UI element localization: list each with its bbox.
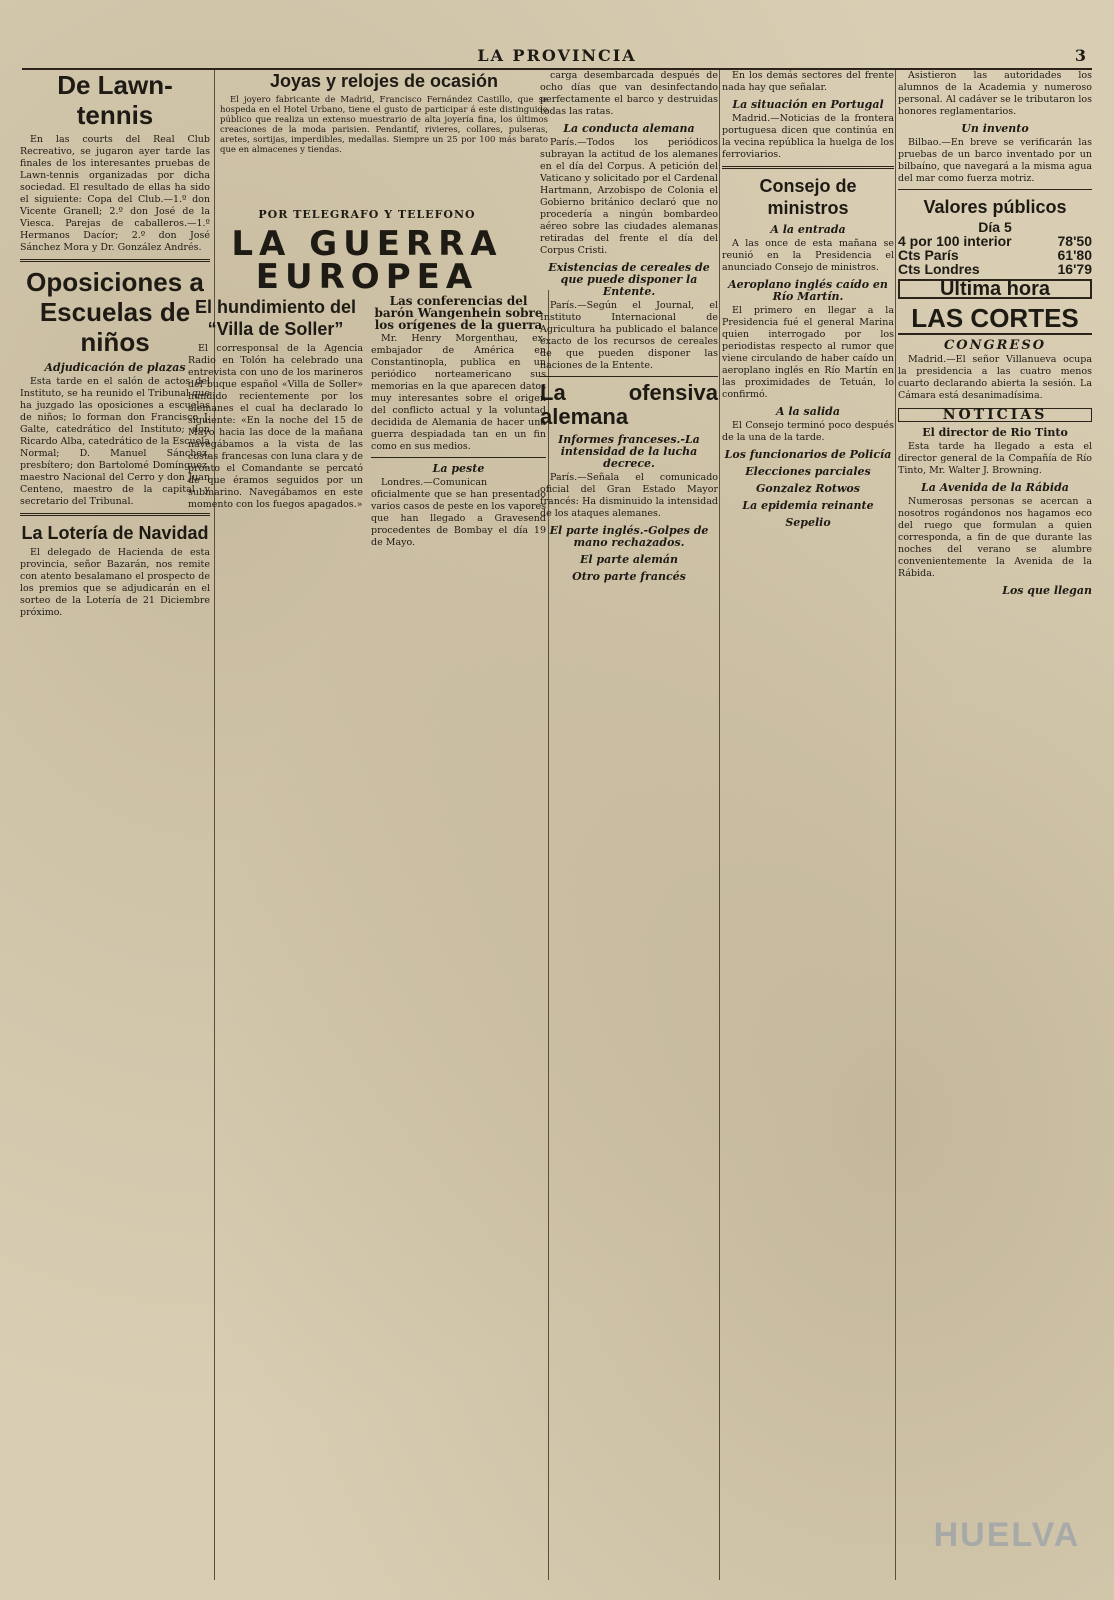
column-1 xyxy=(20,70,210,1580)
masthead xyxy=(22,46,1092,70)
divider xyxy=(898,189,1092,190)
valores-label: Cts Londres xyxy=(898,261,980,277)
oposiciones-text: Esta tarde en el salón de actos del Instituto, se ha reunido el Tribunal que ha juzgado las oposiciones a escuelas de niños; lo forman don Francisco J. Galte, catedrático del Instituto; don Ricardo Alba, catedrático de la Escuela Normal; D. Manuel Sánchez, presbítero; don Bartolomé Domínguez, maestro Nacional del Cerro y don Juan Centeno, maestro de la capital y secretario del Tribunal. xyxy=(20,376,210,507)
ofensiva-subheading: Informes franceses.-La intensidad de la lucha decrece. xyxy=(558,433,700,470)
soller-text: El corresponsal de la Agencia Radio en Tolón ha celebrado una entrevista con uno de los marineros del buque español «Villa de Soller» hundido recientemente por los alemanes el cual ha declarado lo siguiente: «En la noche del 15 de Mayo hacia las doce de la mañana navegábamos a la vista de las costas francesas con luna clara y de pronto el Comandante se percató de que éramos seguidos por un submarino. Navegábamos en este momento con los fuegos apagados.» xyxy=(188,343,363,510)
col4-top-text: En los demás sectores del frente nada hay que señalar. xyxy=(722,70,894,93)
portugal-text: Madrid.—Noticias de la frontera portuguesa dicen que continúa en la vecina república la huelga de los ferroviarios. xyxy=(722,113,894,160)
oposiciones-headline: Oposiciones a Escuelas de niños xyxy=(26,267,204,357)
conducta-text: París.—Todos los periódicos subrayan la actitud de los alemanes en el día del Corpus. A petición del Vaticano y solicitado por el Cardenal Hartmann, Arzobispo de Colonia el Gobierno británico declaró que no procedería a ningún bombardeo aéreo sobre las ciudades alemanas retiradas del frente el día del Corpus Cristi. xyxy=(540,137,718,256)
column-5 xyxy=(898,70,1092,1580)
column-4 xyxy=(722,70,894,1580)
salida-text: El Consejo terminó poco después de la una de la tarde. xyxy=(722,420,894,443)
aeroplano-subheading: Aeroplano inglés caído en Río Martín. xyxy=(728,278,888,303)
divider xyxy=(540,376,718,377)
rotwos-subheading: Gonzalez Rotwos xyxy=(756,482,860,495)
rio-tinto-text: Esta tarde ha llegado a esta el director general de la Compañía de Río Tinto, Mr. Walter J. Browning. xyxy=(898,441,1092,476)
column-rule xyxy=(719,70,720,1580)
page-number: 3 xyxy=(1074,46,1086,65)
valores-table xyxy=(898,221,1092,275)
invento-subheading: Un invento xyxy=(961,122,1029,135)
aeroplano-text: El primero en llegar a la Presidencia fué el general Marina quien interrogado por los periodistas respecto al rumor que viene circulando de haber caído un aeroplano inglés en Río Martín en las proximidades de Tetuán, lo confirmó. xyxy=(722,305,894,400)
cereales-text: París.—Según el Journal, el Instituto Internacional de Agricultura ha publicado el balance exacto de los recursos de cereales de que pueden disponer las naciones de la Entente. xyxy=(540,300,718,371)
column-3 xyxy=(540,70,718,1580)
column-2 xyxy=(188,290,546,1580)
newspaper-name: LA PROVINCIA xyxy=(477,46,637,65)
invento-text: Bilbao.—En breve se verificarán las pruebas de un barco inventado por un bilbaíno, que navegará a la misma agua del mar como fuerza motriz. xyxy=(898,137,1092,184)
divider xyxy=(722,166,894,169)
rabida-text: Numerosas personas se acercan a nosotros rogándonos nos hagamos eco del ruego que formulan a quien corresponda, a fin de que durante las noches del verano se alumbre convenientemente la Avenida de la Rábida. xyxy=(898,496,1092,579)
cortes-headline: LAS CORTES xyxy=(898,303,1092,335)
col5-top-text: Asistieron las autoridades los alumnos de la Academia y numeroso personal. Al cadáver se le tributaron los honores reglamentarios. xyxy=(898,70,1092,117)
divider xyxy=(20,259,210,262)
column-rule xyxy=(895,70,896,1580)
valores-value: 16'79 xyxy=(1057,261,1092,277)
soller-article xyxy=(188,290,363,553)
loteria-headline: La Lotería de Navidad xyxy=(21,523,209,543)
congreso-subheading: CONGRESO xyxy=(943,338,1047,353)
valores-day: Día 5 xyxy=(978,219,1012,235)
consejo-headline: Consejo de ministros xyxy=(759,176,857,218)
valores-headline: Valores públicos xyxy=(923,197,1067,217)
soller-headline: El hundimiento del “Villa de Soller” xyxy=(195,297,356,339)
entrada-text: A las once de esta mañana se reunió en la Presidencia el anunciado Consejo de ministros. xyxy=(722,238,894,273)
portugal-headline: La situación en Portugal xyxy=(732,98,884,111)
oposiciones-subheading: Adjudicación de plazas xyxy=(44,361,186,374)
valores-row xyxy=(898,263,1092,275)
entrada-subheading: A la entrada xyxy=(770,223,846,236)
joyas-text: El joyero fabricante de Madrid, Francisco Fernández Castillo, que se hospeda en el Hotel Urbano, tiene el gusto de participar á este distinguido público que realiza un extenso muestrario de alta joyería fina, los últimos creaciones de la moda parisien. Pendantif, rivieres, collares, pulseras, aretes, sortijas, imperdibles, medallas. Siempre un 25 por 100 más barato que en almacenes y tiendas. xyxy=(220,95,548,155)
watermark-logo: HUELVA xyxy=(933,1516,1081,1554)
policia-subheading: Los funcionarios de Policía xyxy=(724,448,892,461)
rio-tinto-headline: El director de Rio Tinto xyxy=(922,426,1068,439)
ingles-subheading: El parte inglés.-Golpes de mano rechazados. xyxy=(549,524,709,549)
loteria-text: El delegado de Hacienda de esta provincia, señor Bazarán, nos remite con atento besalamano el prospecto de los premios que se adjudicarán en el sorteo de la Lotería de 21 Diciembre próximo. xyxy=(20,547,210,618)
lawn-tennis-headline: De Lawn-tennis xyxy=(57,70,173,130)
guerra-line-1: LA GUERRA xyxy=(231,224,503,264)
cortes-text: Madrid.—El señor Villanueva ocupa la presidencia a las cuatro menos cuarto declarando abierta la sesión. La Cámara está desanimadísima. xyxy=(898,354,1092,401)
peste-headline: La peste xyxy=(432,462,485,475)
frances-subheading: Otro parte francés xyxy=(572,570,686,583)
sepelio-subheading: Sepelio xyxy=(785,516,831,529)
elecciones-subheading: Elecciones parciales xyxy=(745,465,871,478)
ofensiva-text: París.—Señala el comunicado oficial del Gran Estado Mayor francés: Ha disminuido la intensidad de los ataques alemanes. xyxy=(540,472,718,519)
salida-subheading: A la salida xyxy=(776,405,840,418)
noticias-heading: NOTICIAS xyxy=(898,408,1092,422)
epidemia-subheading: La epidemia reinante xyxy=(742,499,874,512)
telegrafo-heading: POR TELEGRAFO Y TELEFONO xyxy=(258,208,476,221)
cereales-headline: Existencias de cereales de que puede disponer la Entente. xyxy=(548,261,710,298)
lawn-tennis-text: En las courts del Real Club Recreativo, se jugaron ayer tarde las finales de los interesantes pruebas de Lawn-tennis organizadas por dicha sociedad. El resultado de ellas ha sido el siguiente: Copa del Club.—1.º don Vicente Granell; 2.º don José de la Viesca. Parejas de caballeros.—1.º Hermanos Dacíor; 2.º don José Sánchez Mora y Dr. González Andrés. xyxy=(20,134,210,253)
aleman-subheading: El parte alemán xyxy=(580,553,678,566)
ofensiva-headline: La ofensiva alemana xyxy=(540,380,718,429)
wangenheim-article xyxy=(371,290,546,553)
valores-label: 4 por 100 interior xyxy=(898,233,1012,249)
rabida-subheading: La Avenida de la Rábida xyxy=(921,481,1069,494)
conducta-headline: La conducta alemana xyxy=(563,122,695,135)
joyas-ad xyxy=(220,70,548,200)
col3-top-text: carga desembarcada después de ocho días que van desinfectando perfectamente el barco y destruidas todas las ratas. xyxy=(540,70,718,117)
wangenheim-text: Mr. Henry Morgenthau, ex-embajador de América en Constantinopla, publica en un periódico norteamericano sus memorias en la que aparecen datos muy interesantes sobre el origen del conflicto actual y la voluntad decidida de Alemania de hacer una guerra despiadada tan en un fin como en sus medios. xyxy=(371,333,546,452)
guerra-line-2: EUROPEA xyxy=(255,257,479,297)
valores-value: 78'50 xyxy=(1057,233,1092,249)
divider xyxy=(371,457,546,458)
guerra-europea-headline xyxy=(188,224,546,297)
valores-row xyxy=(898,235,1092,247)
peste-text: Londres.—Comunican oficialmente que se han presentado varios casos de peste en los vapores que han llegado a Gravesend procedentes de Bombay el día 19 de Mayo. xyxy=(371,477,546,548)
joyas-headline: Joyas y relojes de ocasión xyxy=(269,71,499,91)
divider xyxy=(20,513,210,516)
valores-label: Cts París xyxy=(898,247,959,263)
llegan-subheading: Los que llegan xyxy=(1002,584,1092,597)
ultima-hora-banner: Ultima hora xyxy=(898,279,1092,299)
valores-value: 61'80 xyxy=(1057,247,1092,263)
wangenheim-headline: Las conferencias del barón Wangenhein sobre los orígenes de la guerra xyxy=(374,294,543,332)
valores-row xyxy=(898,249,1092,261)
